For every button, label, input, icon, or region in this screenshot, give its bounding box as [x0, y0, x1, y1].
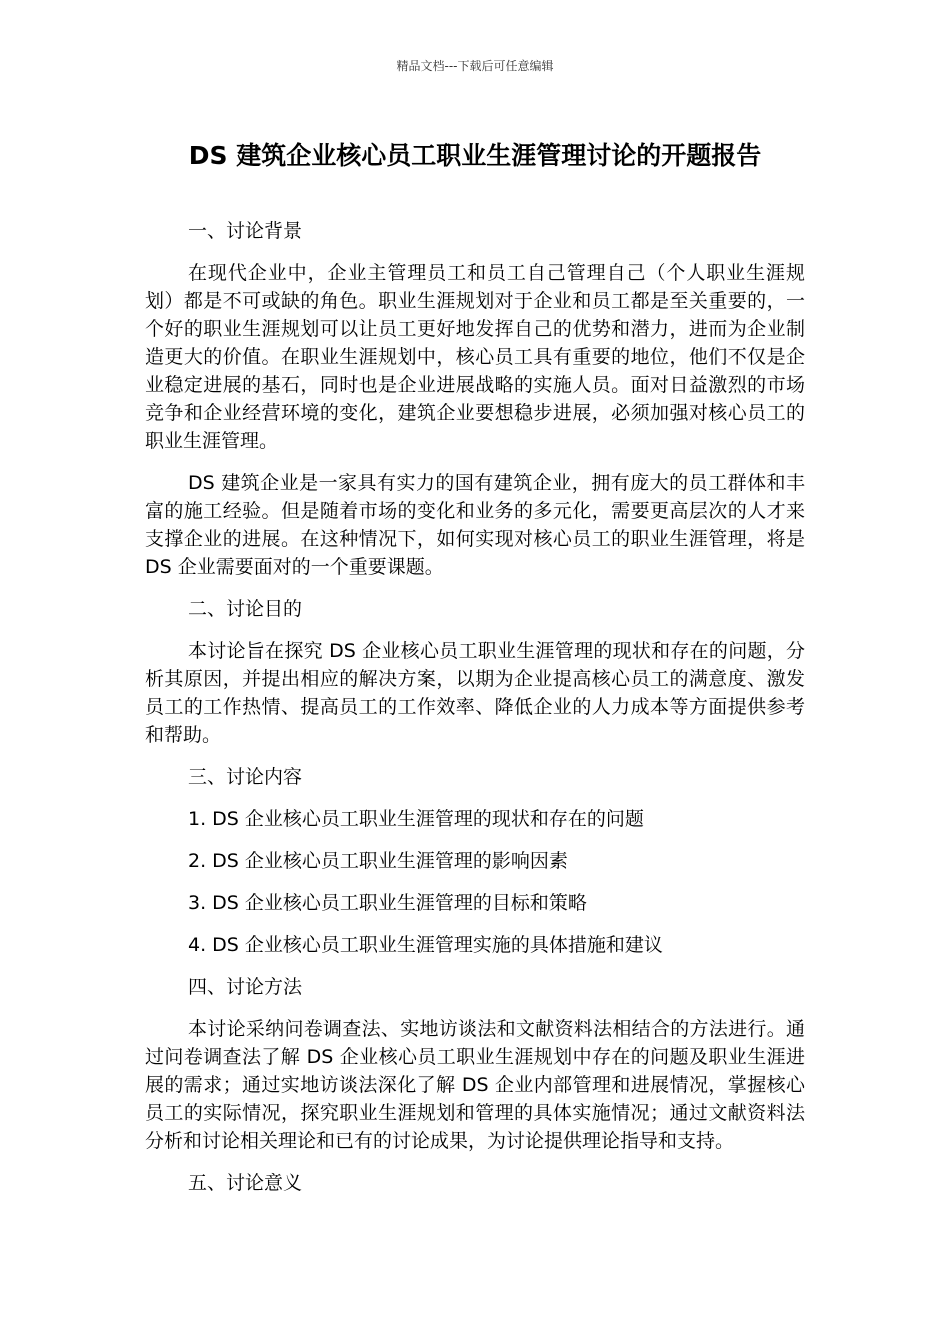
document-body: [145, 217, 805, 1211]
background-paragraph-1: 在现代企业中，企业主管理员工和员工自己管理自己（个人职业生涯规划）都是不可或缺的角色。职业生涯规划对于企业和员工都是至关重要的，一个好的职业生涯规划可以让员工更好地发挥自己的优势和潜力，进而为企业制造更大的价值。在职业生涯规划中，核心员工具有重要的地位，他们不仅是企业稳定进展的基石，同时也是企业进展战略的实施人员。面对日益激烈的市场竞争和企业经营环境的变化，建筑企业要想稳步进展，必须加强对核心员工的职业生涯管理。: [145, 262, 805, 452]
page-header-note: 精品文档---下载后可任意编辑: [396, 59, 554, 73]
background-paragraph-2: DS 建筑企业是一家具有实力的国有建筑企业，拥有庞大的员工群体和丰富的施工经验。但是随着市场的变化和业务的多元化，需要更高层次的人才来支撑企业的进展。在这种情况下，如何实现对核心员工的职业生涯管理，将是 DS 企业需要面对的一个重要课题。: [145, 472, 805, 578]
section-heading-significance: 五、讨论意义: [188, 1172, 303, 1194]
content-list-item-1: 1. DS 企业核心员工职业生涯管理的现状和存在的问题: [188, 808, 644, 830]
purpose-paragraph: 本讨论旨在探究 DS 企业核心员工职业生涯管理的现状和存在的问题，分析其原因，并提出相应的解决方案，以期为企业提高核心员工的满意度、激发员工的工作热情、提高员工的工作效率、降低企业的人力成本等方面提供参考和帮助。: [145, 640, 805, 746]
section-heading-content: 三、讨论内容: [188, 766, 303, 788]
method-paragraph: 本讨论采纳问卷调查法、实地访谈法和文献资料法相结合的方法进行。通过问卷调查法了解 DS 企业核心员工职业生涯规划中存在的问题及职业生涯进展的需求；通过实地访谈法深化了解 DS 企业内部管理和进展情况，掌握核心员工的实际情况，探究职业生涯规划和管理的具体实施情况；通过文献资料法分析和讨论相关理论和已有的讨论成果，为讨论提供理论指导和支持。: [145, 1018, 805, 1152]
content-list-item-3: 3. DS 企业核心员工职业生涯管理的目标和策略: [188, 892, 587, 914]
section-heading-purpose: 二、讨论目的: [188, 598, 303, 620]
content-list-item-2: 2. DS 企业核心员工职业生涯管理的影响因素: [188, 850, 568, 872]
section-heading-method: 四、讨论方法: [188, 976, 303, 998]
document-title: DS 建筑企业核心员工职业生涯管理讨论的开题报告: [188, 141, 762, 170]
section-heading-background: 一、讨论背景: [188, 220, 303, 242]
content-list-item-4: 4. DS 企业核心员工职业生涯管理实施的具体措施和建议: [188, 934, 663, 956]
